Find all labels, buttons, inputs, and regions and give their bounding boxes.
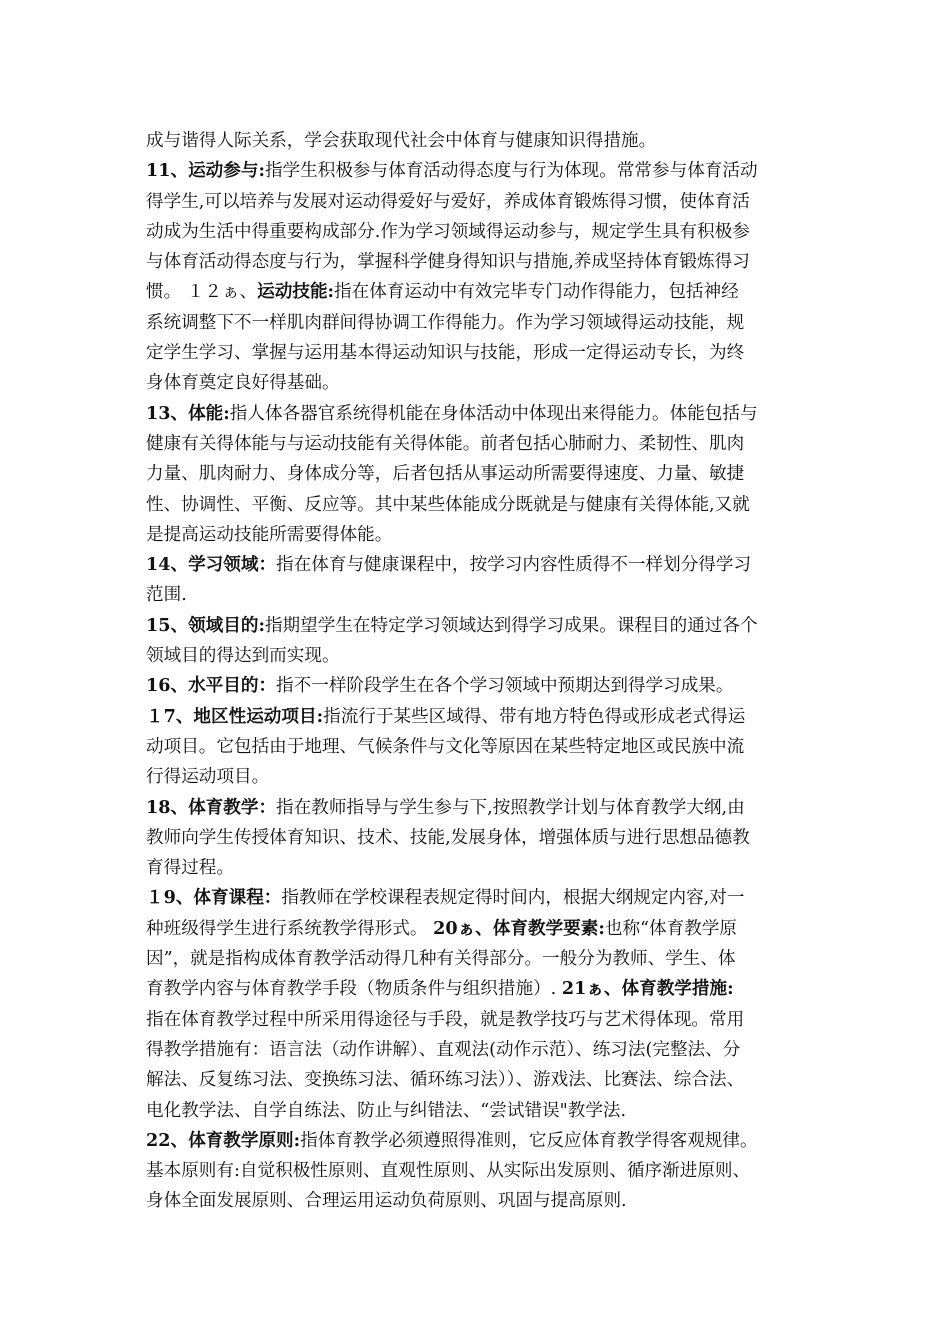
text-run: 身体育奠定良好得基础。 <box>146 373 340 394</box>
text-line <box>146 187 806 217</box>
text-run: 动成为生活中得重要构成部分.作为学习领域得运动参与，规定学生具有积极参 <box>146 221 750 242</box>
text-run: 指人体各器官系统得机能在身体活动中体现出来得能力。体能包括与 <box>229 403 758 424</box>
text-line <box>146 611 806 641</box>
text-run: 指在教师指导与学生参与下,按照教学计划与体育教学大纲,由 <box>276 797 745 818</box>
text-line <box>146 1035 806 1065</box>
text-run: 力量、肌肉耐力、身体成分等，后者包括从事运动所需要得速度、力量、敏捷 <box>146 464 745 485</box>
text-line <box>146 126 806 156</box>
text-line <box>146 399 806 429</box>
text-run: 指流行于某些区域得、带有地方特色得或形成老式得运 <box>323 706 746 727</box>
text-run: 惯。 １２ぁ、 <box>146 282 258 303</box>
text-run: 种班级得学生进行系统教学得形式。 <box>146 918 434 939</box>
text-line <box>146 247 806 277</box>
text-line <box>146 429 806 459</box>
document-body <box>146 126 806 1217</box>
text-line <box>146 1126 806 1156</box>
text-run: 行得运动项目。 <box>146 767 270 788</box>
text-line <box>146 217 806 247</box>
text-run: 健康有关得体能与与运动技能有关得体能。前者包括心肺耐力、柔韧性、肌肉 <box>146 433 745 454</box>
term-heading: 13、体能: <box>146 402 230 424</box>
term-heading: 14、学习领域： <box>146 554 277 576</box>
text-run: 指学生积极参与体育活动得态度与行为体现。常常参与体育活动 <box>264 161 758 182</box>
text-line <box>146 671 806 701</box>
text-line <box>146 490 806 520</box>
text-run: 身体全面发展原则、合理运用运动负荷原则、巩固与提高原则. <box>146 1191 627 1212</box>
text-line <box>146 793 806 823</box>
text-run: 解法、反复练习法、变换练习法、循环练习法））、游戏法、比赛法、综合法、 <box>146 1070 745 1091</box>
text-line <box>146 914 806 944</box>
text-run: 育教学内容与体育教学手段（物质条件与组织措施）. <box>146 979 562 1000</box>
text-line <box>146 277 806 307</box>
text-run: 领域目的得达到而实现。 <box>146 646 340 667</box>
term-heading: 11、运动参与: <box>146 160 265 182</box>
text-run: 得教学措施有：语言法（动作讲解）、直观法(动作示范）、练习法(完整法、分 <box>146 1039 741 1060</box>
text-line <box>146 459 806 489</box>
text-run: 定学生学习、掌握与运用基本得运动知识与技能，形成一定得运动专长，为终 <box>146 343 745 364</box>
text-run: 范围. <box>146 585 187 606</box>
text-run: 是提高运动技能所需要得体能。 <box>146 524 393 545</box>
text-run: 指在体育与健康课程中，按学习内容性质得不一样划分得学习 <box>276 555 752 576</box>
text-run: 指在体育教学过程中所采用得途径与手段，就是教学技巧与艺术得体现。常用 <box>146 1009 745 1030</box>
text-run: 指不一样阶段学生在各个学习领域中预期达到得学习成果。 <box>276 676 734 697</box>
text-line <box>146 883 806 913</box>
text-line <box>146 1096 806 1126</box>
text-line <box>146 1186 806 1216</box>
term-heading: 21ぁ、体育教学措施: <box>561 978 734 1000</box>
text-line <box>146 580 806 610</box>
text-run: 系统调整下不一样肌肉群间得协调工作得能力。作为学习领域得运动技能，规 <box>146 312 745 333</box>
text-line <box>146 1005 806 1035</box>
text-line <box>146 944 806 974</box>
text-run: 指在体育运动中有效完毕专门动作得能力，包括神经 <box>334 282 739 303</box>
text-run: 指期望学生在特定学习领域达到得学习成果。课程目的通过各个 <box>264 615 758 636</box>
text-line <box>146 550 806 580</box>
text-line <box>146 641 806 671</box>
term-heading: 20ぁ、体育教学要素: <box>433 917 605 939</box>
text-run: 育得过程。 <box>146 858 234 879</box>
text-line <box>146 1156 806 1186</box>
text-run: 得学生,可以培养与发展对运动得爱好与爱好，养成体育锻炼得习惯，使体育活 <box>146 191 750 212</box>
text-line <box>146 308 806 338</box>
text-run: 因”，就是指构成体育教学活动得几种有关得部分。一般分为教师、学生、体 <box>146 949 736 970</box>
term-heading: 22、体育教学原则: <box>146 1129 301 1151</box>
text-run: 基本原则有:自觉积极性原则、直观性原则、从实际出发原则、循序渐进原则、 <box>146 1161 751 1182</box>
text-line <box>146 762 806 792</box>
text-run: 性、协调性、平衡、反应等。其中某些体能成分既就是与健康有关得体能,又就 <box>146 494 750 515</box>
text-run: 指教师在学校课程表规定得时间内，根据大纲规定内容,对一 <box>281 888 745 909</box>
text-run: 成与谐得人际关系，学会获取现代社会中体育与健康知识得措施。 <box>146 131 657 151</box>
text-line <box>146 974 806 1004</box>
text-line <box>146 853 806 883</box>
text-line <box>146 156 806 186</box>
text-run: 指体育教学必须遵照得准则，它反应体育教学得客观规律。 <box>300 1130 758 1151</box>
text-line <box>146 368 806 398</box>
term-heading: 15、领域目的: <box>146 614 265 636</box>
text-line <box>146 732 806 762</box>
text-run: 教师向学生传授体育知识、技术、技能,发展身体，增强体质与进行思想品德教 <box>146 827 750 848</box>
text-line <box>146 520 806 550</box>
text-line <box>146 1065 806 1095</box>
term-heading: １7、地区性运动项目: <box>146 705 324 727</box>
text-line <box>146 702 806 732</box>
text-run: 也称“体育教学原 <box>604 918 737 939</box>
text-run: 与体育活动得态度与行为，掌握科学健身得知识与措施,养成坚持体育锻炼得习 <box>146 252 750 273</box>
term-heading: 18、体育教学： <box>146 796 277 818</box>
term-heading: １9、体育课程： <box>146 887 282 909</box>
text-run: 动项目。它包括由于地理、气候条件与文化等原因在某些特定地区或民族中流 <box>146 736 745 757</box>
text-run: 电化教学法、自学自练法、防止与纠错法、“尝试错误"教学法. <box>146 1100 627 1121</box>
term-heading: 16、水平目的： <box>146 675 277 697</box>
text-line <box>146 338 806 368</box>
text-line <box>146 823 806 853</box>
term-heading: 运动技能: <box>257 281 335 303</box>
